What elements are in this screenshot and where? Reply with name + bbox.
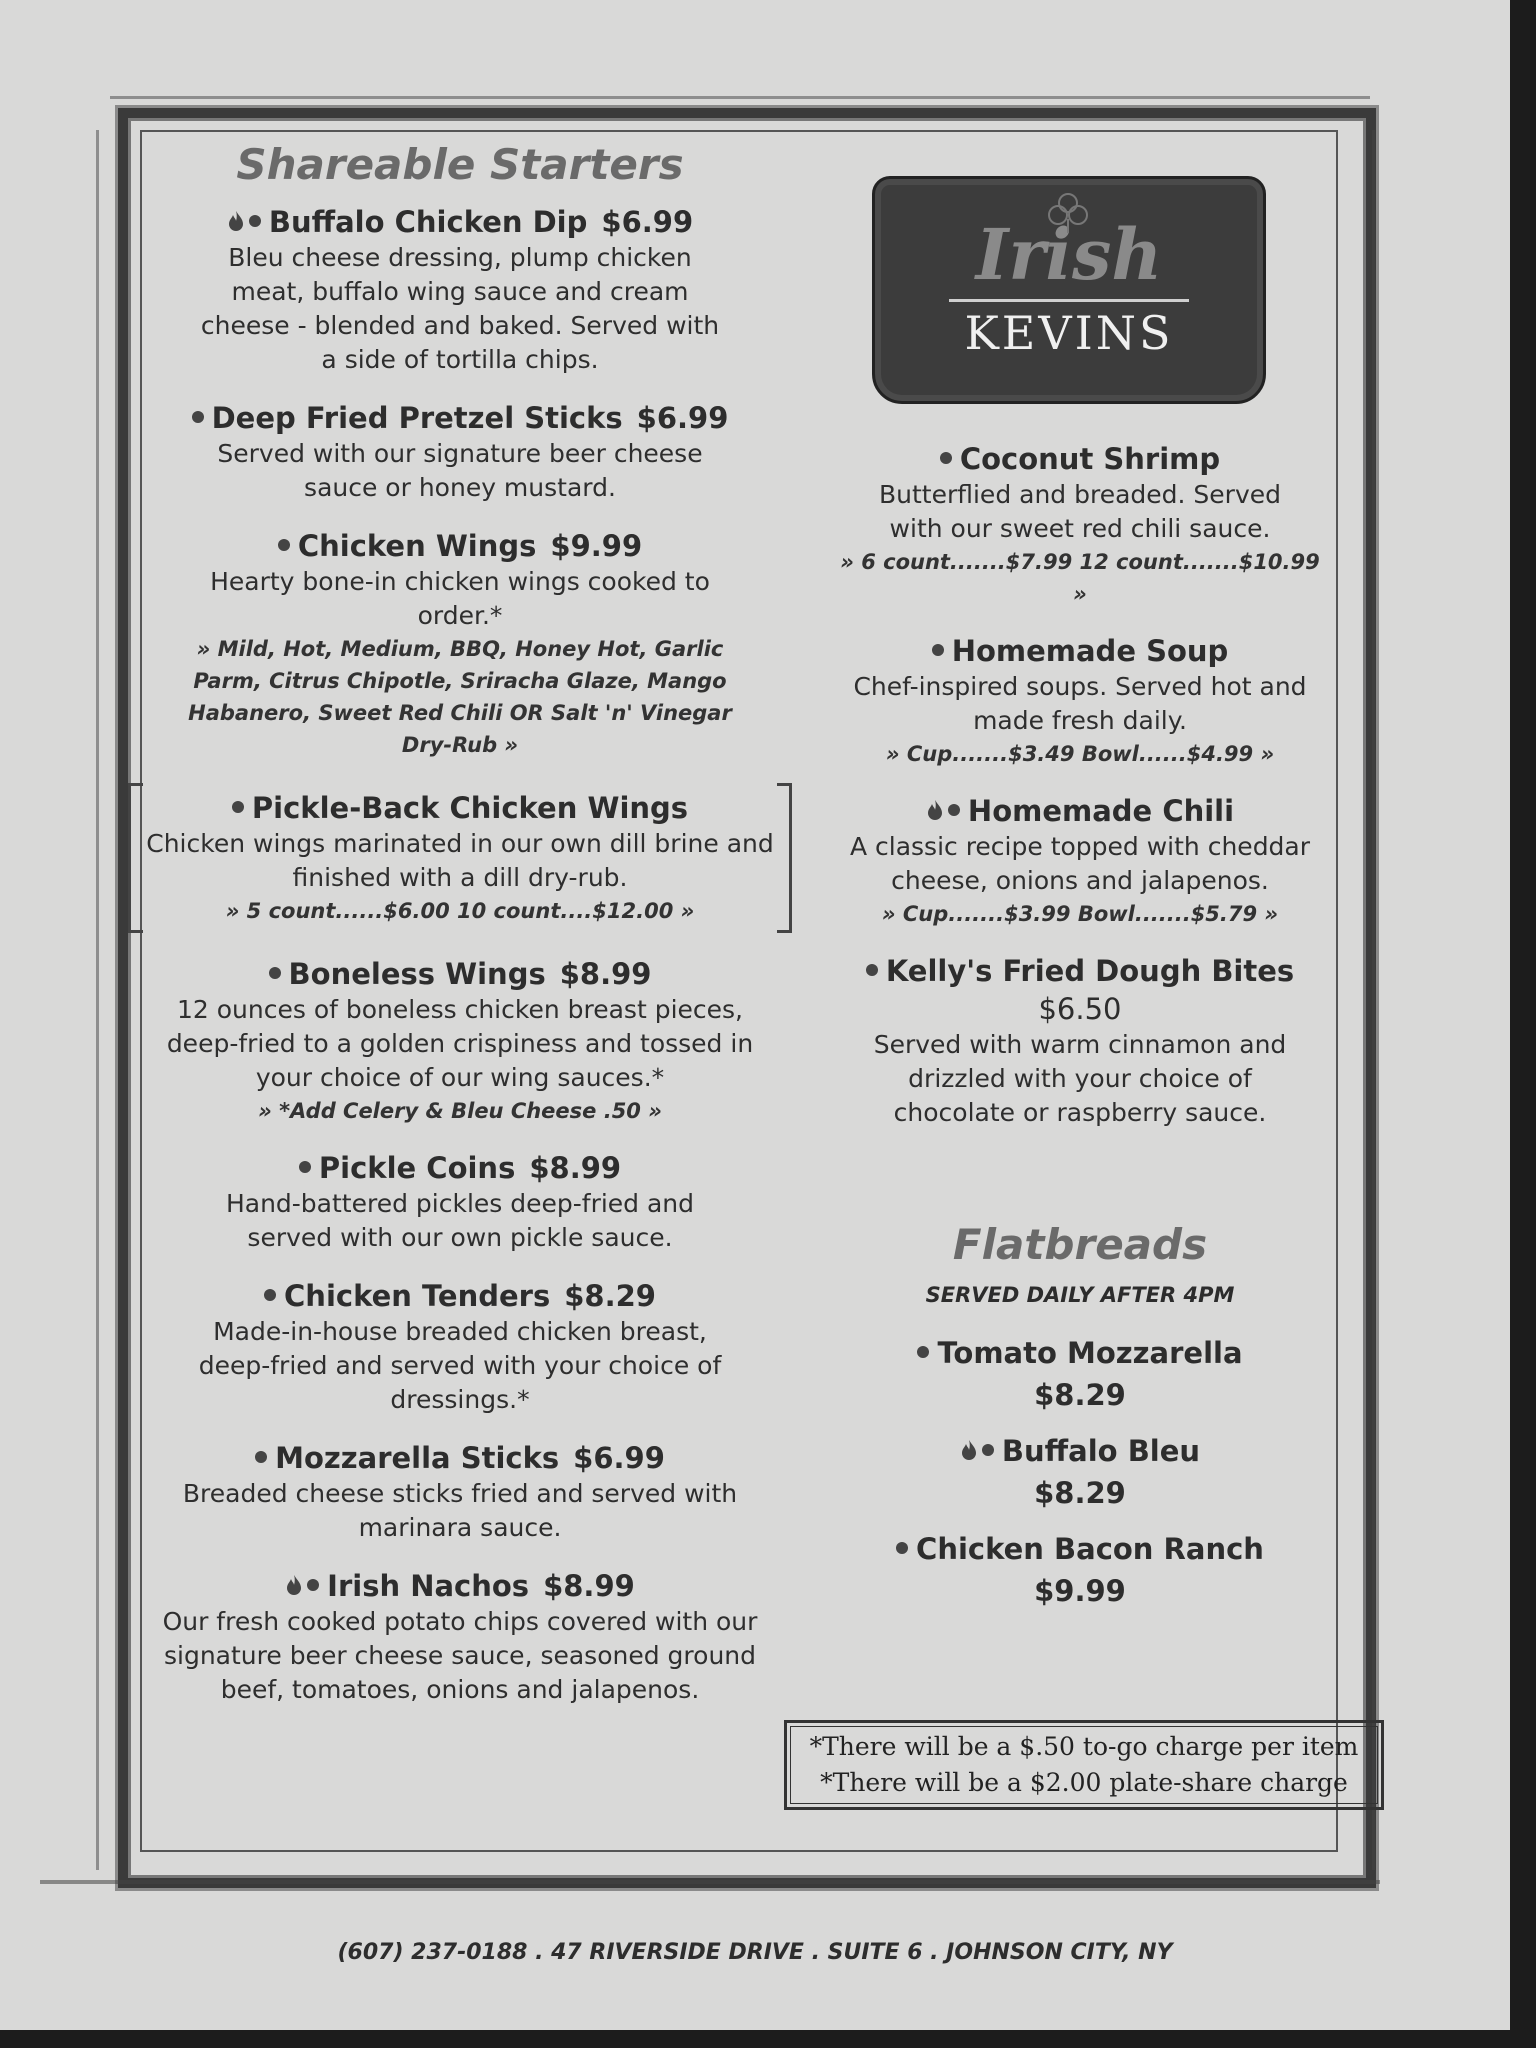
bullet-icon [232,801,244,813]
menu-item [830,1527,1330,1611]
item-price: $8.99 [529,1151,622,1185]
menu-item [140,1567,780,1707]
menu-item [830,1331,1330,1415]
bullet-icon [264,1289,276,1301]
item-name: Boneless Wings [288,957,546,991]
item-description: Breaded cheese sticks fried and served with marinara sauce. [182,1479,738,1542]
flame-icon [285,1574,303,1596]
item-name: Buffalo Chicken Dip [268,205,588,239]
bullet-icon [255,1451,267,1463]
section-title-flatbreads: Flatbreads [952,1220,1208,1269]
item-description: Made-in-house breaded chicken breast, deep-fried and served with your choice of dressings.* [198,1317,722,1414]
item-name: Homemade Chili [967,794,1235,828]
bullet-icon [249,215,261,227]
menu-item [830,792,1330,930]
bullet-icon [982,1444,994,1456]
item-price: $9.99 [550,529,643,563]
item-description: Our fresh cooked potato chips covered with our signature beer cheese sauce, seasoned ground beef, tomatoes, onions and jalapenos. [162,1607,758,1704]
item-name: Chicken Bacon Ranch [916,1532,1264,1566]
notice-line: *There will be a $.50 to-go charge per item [809,1732,1359,1761]
menu-item [830,632,1330,770]
bullet-icon [896,1542,908,1554]
item-name: Mozzarella Sticks [275,1441,560,1475]
item-options: » Cup.......$3.49 Bowl......$4.99 » [885,742,1275,766]
item-name: Coconut Shrimp [959,442,1221,476]
item-name: Homemade Soup [951,634,1229,668]
restaurant-logo [872,176,1266,404]
item-price: $6.99 [601,205,694,239]
flatbreads-subtitle: SERVED DAILY AFTER 4PM [925,1283,1235,1307]
item-description: Chef-inspired soups. Served hot and made fresh daily. [853,672,1307,735]
featured-item-bracket [128,783,792,933]
item-name: Kelly's Fried Dough Bites [885,954,1295,988]
item-description: Served with our signature beer cheese sauce or honey mustard. [217,439,703,502]
logo-divider [949,299,1189,302]
item-price: $8.29 [564,1279,656,1313]
bullet-icon [932,644,944,656]
menu-item [140,399,780,505]
item-price: $8.29 [1034,1476,1126,1510]
item-description: Bleu cheese dressing, plump chicken meat, buffalo wing sauce and cream cheese - blended and baked. Served with a side of tortilla chips. [200,243,720,374]
bullet-icon [278,539,290,551]
bullet-icon [307,1579,319,1591]
bullet-icon [917,1346,929,1358]
item-name: Deep Fried Pretzel Sticks [211,401,623,435]
item-price: $6.99 [636,401,729,435]
charges-notice [784,1720,1384,1810]
menu-item [140,1277,780,1417]
item-price: $8.99 [559,957,652,991]
menu-item [140,1149,780,1255]
item-description: 12 ounces of boneless chicken breast pieces, deep-fried to a golden crispiness and tossed in your choice of our wing sauces.* [166,995,754,1092]
menu-item [830,440,1330,610]
flame-icon [926,799,944,821]
item-name: Tomato Mozzarella [937,1336,1243,1370]
item-description: Butterflied and breaded. Served with our sweet red chili sauce. [878,480,1281,543]
menu-item [140,955,780,1127]
bullet-icon [948,804,960,816]
menu-item [140,527,780,761]
border-scratch [1372,130,1375,1870]
item-price: $8.99 [543,1569,635,1603]
item-price: $6.99 [573,1441,665,1475]
item-name: Chicken Tenders [284,1279,551,1313]
bullet-icon [866,964,878,976]
starters-column [140,140,780,1729]
border-scratch [96,130,99,1870]
item-description: A classic recipe topped with cheddar cheese, onions and jalapenos. [849,832,1311,895]
bullet-icon [192,411,204,423]
item-name: Buffalo Bleu [1001,1434,1201,1468]
item-price: $9.99 [1034,1574,1126,1608]
menu-item [830,952,1330,1130]
flame-icon [960,1439,978,1461]
item-price: $8.29 [1034,1378,1126,1412]
item-options: » 6 count.......$7.99 12 count.......$10.99 » [840,550,1320,606]
bullet-icon [299,1161,311,1173]
menu-item [830,1429,1330,1513]
item-options: » Cup.......$3.99 Bowl.......$5.79 » [881,902,1279,926]
item-price: $6.50 [1038,992,1122,1026]
item-options: » Mild, Hot, Medium, BBQ, Honey Hot, Garlic Parm, Citrus Chipotle, Sriracha Glaze, Mango Habanero, Sweet Red Chili OR Salt 'n' Vinegar Dry-Rub » [188,637,732,757]
border-scratch [40,1880,1380,1884]
right-column [830,440,1330,1625]
menu-item [140,203,780,377]
item-options: » *Add Celery & Bleu Cheese .50 » [258,1099,662,1123]
item-description: Hand-battered pickles deep-fried and served with our own pickle sauce. [225,1189,695,1252]
footer-address: (607) 237-0188 . 47 RIVERSIDE DRIVE . SUITE 6 . JOHNSON CITY, NY [337,1940,1173,1965]
logo-name-text: KEVINS [964,306,1174,360]
shamrock-icon [1045,193,1091,233]
item-options: » 5 count......$6.00 10 count....$12.00 » [225,899,695,923]
item-name: Chicken Wings [297,529,537,563]
item-name: Irish Nachos [327,1569,530,1603]
border-scratch [110,96,1370,99]
item-description: Chicken wings marinated in our own dill brine and finished with a dill dry-rub. [146,829,774,892]
logo-script-text: Irish [975,213,1163,296]
menu-item [140,1439,780,1545]
item-name: Pickle-Back Chicken Wings [251,791,689,825]
notice-line: *There will be a $2.00 plate-share charge [820,1768,1348,1797]
bullet-icon [269,967,281,979]
flame-icon [227,210,245,232]
bullet-icon [940,452,952,464]
item-name: Pickle Coins [318,1151,516,1185]
item-description: Hearty bone-in chicken wings cooked to order.* [210,567,710,630]
item-description: Served with warm cinnamon and drizzled with your choice of chocolate or raspberry sauce. [873,1030,1287,1127]
section-title-starters: Shareable Starters [236,140,684,189]
